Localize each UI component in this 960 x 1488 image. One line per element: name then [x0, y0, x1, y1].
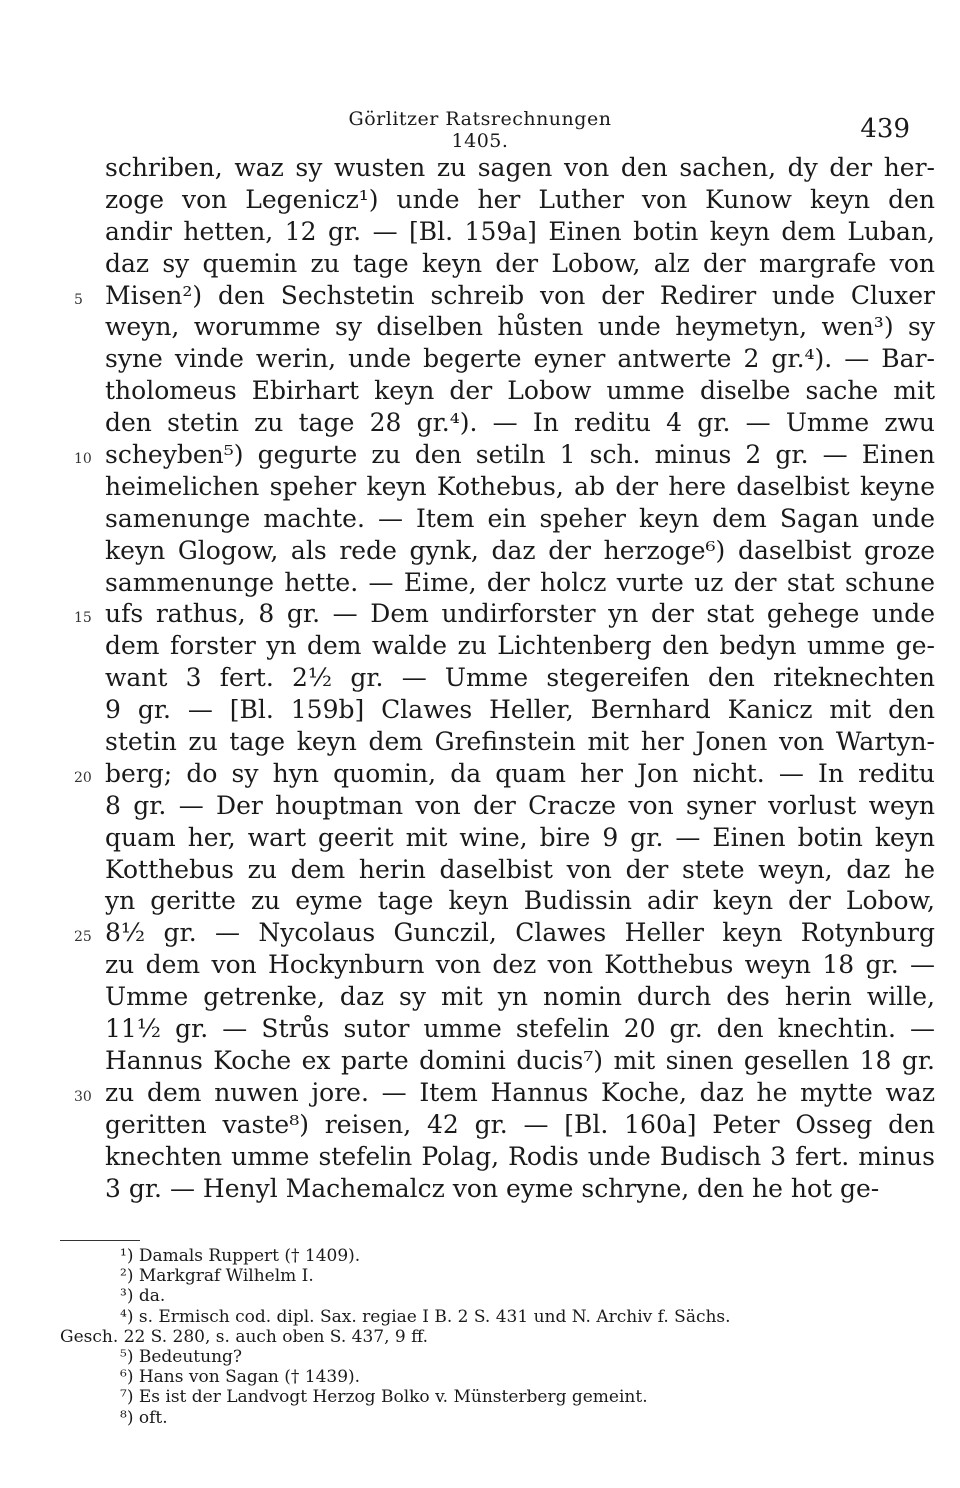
footnote	[60, 1307, 920, 1327]
text-line	[60, 790, 935, 822]
text-line	[60, 885, 935, 917]
text-line	[60, 949, 935, 981]
line-text: tholomeus Ebirhart keyn der Lobow umme diselbe sache mit	[105, 376, 935, 406]
text-line	[60, 854, 935, 886]
running-head: Görlitzer Ratsrechnungen 1405.	[348, 108, 612, 152]
footnote-text: ⁸) oft.	[120, 1407, 168, 1428]
text-line	[60, 598, 935, 630]
text-line	[60, 471, 935, 503]
footnote-rule	[60, 1240, 140, 1241]
text-line	[60, 1013, 935, 1045]
line-text: zu dem von Hockynburn von dez von Kotthebus weyn 18 gr. —	[105, 950, 935, 980]
footnote-text: ⁴) s. Ermisch cod. dipl. Sax. regiae I B. 2 S. 431 und N. Archiv f. Sächs.	[120, 1306, 731, 1327]
line-text: 8 gr. — Der houptman von der Cracze von syner vorlust weyn	[105, 790, 935, 820]
footnote-text: ⁶) Hans von Sagan († 1439).	[120, 1367, 361, 1388]
footnote-text: ²) Markgraf Wilhelm I.	[120, 1266, 314, 1287]
line-text: Kotthebus zu dem herin daselbist von der stete weyn, daz he	[105, 854, 935, 884]
line-number: 20	[74, 769, 92, 786]
text-line	[60, 343, 935, 375]
text-line	[60, 1109, 935, 1141]
footnote	[60, 1246, 920, 1266]
text-line	[60, 216, 935, 248]
line-text: 11½ gr. — Strůs sutor umme stefelin 20 gr. den knechtin. —	[105, 1014, 935, 1044]
text-line	[60, 917, 935, 949]
line-text: want 3 fert. 2½ gr. — Umme stegereifen den riteknechten	[105, 663, 935, 693]
text-line	[60, 375, 935, 407]
line-text: berg; do sy hyn quomin, da quam her Jon nicht. — In reditu	[105, 758, 935, 788]
line-text: 8½ gr. — Nycolaus Gunczil, Clawes Heller keyn Rotynburg	[105, 918, 935, 948]
footnote-text: ¹) Damals Ruppert († 1409).	[120, 1246, 361, 1266]
text-line	[60, 407, 935, 439]
line-text: den stetin zu tage 28 gr.⁴). — In reditu 4 gr. — Umme zwu	[105, 408, 935, 438]
line-number: 25	[74, 929, 92, 946]
footnote-text: Gesch. 22 S. 280, s. auch oben S. 437, 9 ff.	[60, 1326, 428, 1347]
footnote-text: ⁷) Es ist der Landvogt Herzog Bolko v. Münsterberg gemeint.	[120, 1387, 648, 1408]
footnote	[60, 1266, 920, 1286]
footnote	[60, 1387, 920, 1407]
line-number: 5	[74, 291, 83, 308]
line-text: Umme getrenke, daz sy mit yn nomin durch des herin wille,	[105, 982, 935, 1012]
text-line	[60, 311, 935, 343]
footnote-text: ³) da.	[120, 1286, 166, 1307]
text-line	[60, 248, 935, 280]
text-line	[60, 758, 935, 790]
line-text: geritten vaste⁸) reisen, 42 gr. — [Bl. 160a] Peter Osseg den	[105, 1109, 935, 1139]
page-header	[0, 100, 960, 152]
main-text	[60, 152, 935, 1204]
line-text: heimelichen speher keyn Kothebus, ab der here daselbist keyne	[105, 471, 935, 501]
line-text: daz sy quemin zu tage keyn der Lobow, alz der margrafe von	[105, 248, 935, 278]
line-text: keyn Glogow, als rede gynk, daz der herzoge⁶) daselbist groze	[105, 535, 935, 565]
page-number: 439	[860, 114, 910, 144]
line-text: yn geritte zu eyme tage keyn Budissin adir keyn der Lobow,	[105, 886, 935, 916]
line-text: zoge von Legenicz¹) unde her Luther von Kunow keyn den	[105, 184, 935, 214]
text-line	[60, 694, 935, 726]
line-text: Misen²) den Sechstetin schreib von der Redirer unde Cluxer	[105, 280, 935, 310]
line-text: Hannus Koche ex parte domini ducis⁷) mit sinen gesellen 18 gr.	[105, 1045, 935, 1075]
line-number: 30	[74, 1088, 92, 1105]
text-line	[60, 630, 935, 662]
line-number: 15	[74, 610, 92, 627]
text-line	[60, 439, 935, 471]
line-text: syne vinde werin, unde begerte eyner antwerte 2 gr.⁴). — Bar-	[105, 344, 935, 374]
footnote	[60, 1347, 920, 1367]
footnote	[60, 1367, 920, 1387]
text-line	[60, 1141, 935, 1173]
text-line	[60, 152, 935, 184]
line-text: 9 gr. — [Bl. 159b] Clawes Heller, Bernhard Kanicz mit den	[105, 695, 935, 725]
footnote	[60, 1286, 920, 1306]
line-text: weyn, worumme sy diselben hůsten unde heymetyn, wen³) sy	[105, 312, 935, 342]
line-text: scheyben⁵) gegurte zu den setiln 1 sch. minus 2 gr. — Einen	[105, 440, 935, 470]
text-line	[60, 567, 935, 599]
text-line	[60, 503, 935, 535]
line-text: zu dem nuwen jore. — Item Hannus Koche, daz he mytte waz	[105, 1077, 935, 1107]
line-text: ufs rathus, 8 gr. — Dem undirforster yn der stat gehege unde	[105, 599, 935, 629]
line-text: quam her, wart geerit mit wine, bire 9 gr. — Einen botin keyn	[105, 822, 935, 852]
text-line	[60, 184, 935, 216]
line-text: schriben, waz sy wusten zu sagen von den sachen, dy der her-	[105, 153, 935, 182]
text-line	[60, 280, 935, 312]
text-line	[60, 726, 935, 758]
line-text: sammenunge hette. — Eime, der holcz vurte uz der stat schune	[105, 567, 935, 597]
footnote-text: ⁵) Bedeutung?	[120, 1346, 243, 1367]
line-text: knechten umme stefelin Polag, Rodis unde Budisch 3 fert. minus	[105, 1141, 935, 1171]
text-line	[60, 981, 935, 1013]
footnotes	[60, 1246, 920, 1428]
line-text: dem forster yn dem walde zu Lichtenberg den bedyn umme ge-	[105, 631, 935, 661]
text-line	[60, 822, 935, 854]
footnote	[60, 1408, 920, 1428]
text-line	[60, 1045, 935, 1077]
line-text: andir hetten, 12 gr. — [Bl. 159a] Einen botin keyn dem Luban,	[105, 216, 935, 246]
text-line	[60, 1173, 920, 1205]
text-line	[60, 535, 935, 567]
text-line	[60, 662, 935, 694]
text-line	[60, 1077, 935, 1109]
line-text: stetin zu tage keyn dem Grefinstein mit her Jonen von Wartyn-	[105, 727, 935, 757]
line-number: 10	[74, 451, 92, 468]
line-text: 3 gr. — Henyl Machemalcz von eyme schryne, den he hot ge-	[105, 1173, 880, 1203]
line-text: samenunge machte. — Item ein speher keyn dem Sagan unde	[105, 503, 935, 533]
footnote	[60, 1327, 920, 1347]
